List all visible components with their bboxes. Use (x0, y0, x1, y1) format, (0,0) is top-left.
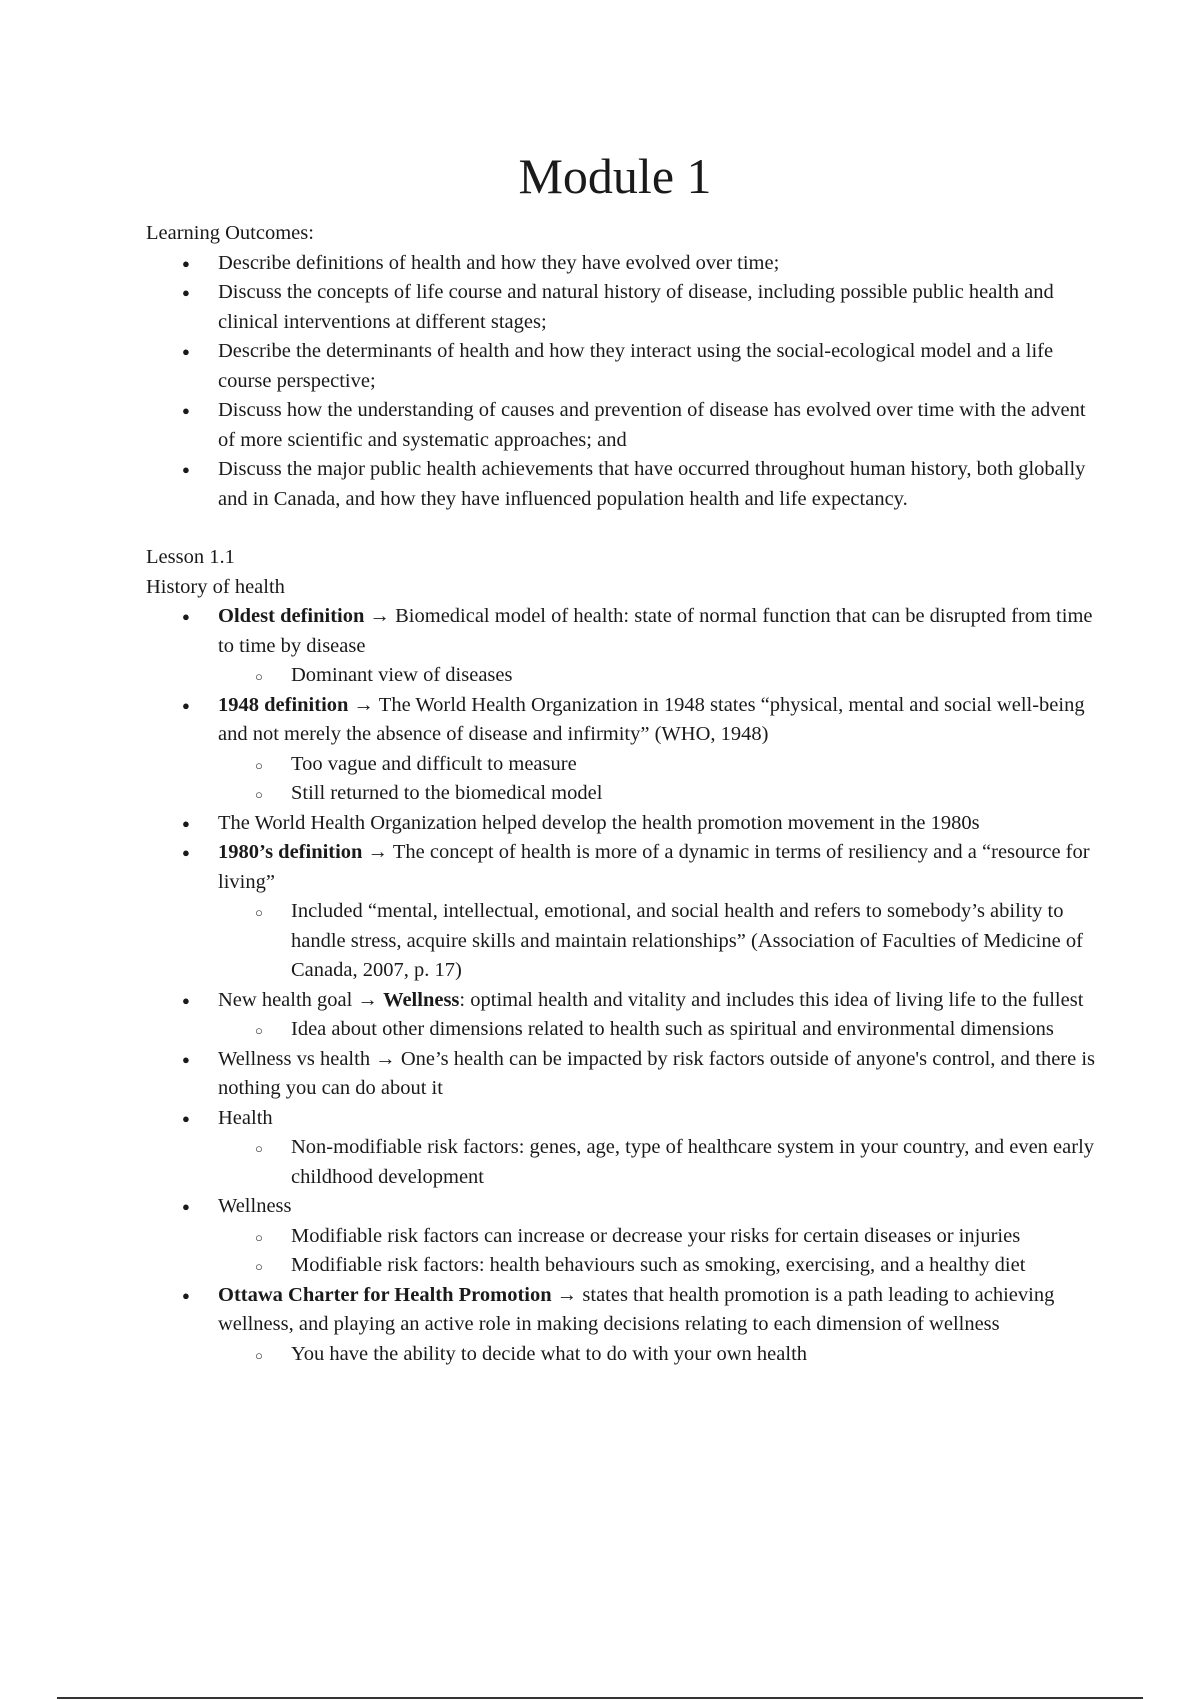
list-item (218, 809, 1096, 839)
sub-list-item (291, 661, 1096, 691)
sub-list-item-text: ○ Included “mental, intellectual, emotional, and social health and refers to somebody’s ability to handle stress, acquire skills and maintain relationships” (Association of Faculties of Medicine of Canada, 2007, p. 17) (291, 900, 1083, 981)
sub-list-item-text: ○ Non-modifiable risk factors: genes, age, type of healthcare system in your country, and even early childhood development (291, 1136, 1094, 1188)
list-item-text (218, 694, 1085, 746)
sub-list-item-text: ○ Dominant view of diseases (291, 664, 512, 686)
list-item-text (218, 989, 1083, 1011)
sub-list (218, 1015, 1096, 1045)
sub-list-item (291, 897, 1096, 986)
lesson-topic: History of health (146, 575, 285, 598)
sub-list (218, 750, 1096, 809)
list-item-text (218, 605, 1093, 657)
list-item (218, 1104, 1096, 1193)
list-item (218, 278, 1096, 337)
term-description: → states that health promotion is a path leading to achieving wellness, and playing an active role in making decisions relating to each dimension of wellness (218, 1283, 1055, 1335)
sub-list (218, 661, 1096, 691)
list-item-text (218, 841, 1090, 893)
list-item (218, 396, 1096, 455)
sub-list-item (291, 750, 1096, 780)
list-item-text (218, 1284, 1054, 1336)
sub-list (218, 1340, 1096, 1370)
term-bold: 1980’s definition (218, 841, 363, 863)
sub-list-item-text: ○ Too vague and difficult to measure (291, 753, 577, 775)
learning-outcomes-list (146, 249, 1096, 515)
sub-list-item (291, 1133, 1096, 1192)
list-item-text: ● Discuss the major public health achievements that have occurred throughout human history, both globally and in Canada, and how they have influenced population health and life expectancy. (218, 458, 1085, 510)
sub-list-item (291, 1340, 1096, 1370)
sub-list-item (291, 1222, 1096, 1252)
sub-list-item (291, 1015, 1096, 1045)
term-bold: Wellness (383, 988, 460, 1011)
term-description: → The World Health Organization in 1948 states “physical, mental and social well-being and not merely the absence of disease and infirmity” (WHO, 1948) (218, 693, 1085, 745)
sub-list-item (291, 779, 1096, 809)
list-item-text: ● The World Health Organization helped develop the health promotion movement in the 1980s (218, 812, 980, 834)
list-item (218, 691, 1096, 809)
lesson-list (146, 602, 1096, 1369)
sub-list-item-text: ○ Modifiable risk factors can increase or decrease your risks for certain diseases or injuries (291, 1225, 1020, 1247)
list-item (218, 1192, 1096, 1281)
list-item (218, 986, 1096, 1045)
list-item (218, 455, 1096, 514)
sub-list-item-text: ○ You have the ability to decide what to do with your own health (291, 1343, 807, 1365)
sub-list-item-text: ○ Modifiable risk factors: health behaviours such as smoking, exercising, and a healthy diet (291, 1254, 1025, 1276)
lesson-number: Lesson 1.1 (146, 546, 235, 568)
sub-list (218, 1222, 1096, 1281)
term-description: → The concept of health is more of a dynamic in terms of resiliency and a “resource for living” (218, 841, 1090, 893)
term-description: : optimal health and vitality and includes this idea of living life to the fullest (459, 988, 1084, 1011)
spacer (146, 514, 1096, 543)
term-bold: Ottawa Charter for Health Promotion (218, 1283, 552, 1306)
list-item-text: ● Discuss how the understanding of causes and prevention of disease has evolved over time with the advent of more scientific and systematic approaches; and (218, 399, 1086, 451)
list-item-text: ● Health (218, 1107, 273, 1129)
learning-outcomes-heading: Learning Outcomes: (146, 222, 314, 244)
term-description: → Biomedical model of health: state of normal function that can be disrupted from time to time by disease (218, 605, 1093, 657)
sub-list (218, 897, 1096, 986)
term-bold: 1948 definition (218, 693, 349, 716)
list-item (218, 249, 1096, 279)
document-body (146, 219, 1096, 1369)
list-item (218, 1045, 1096, 1104)
list-item-text: ● Wellness vs health → One’s health can be impacted by risk factors outside of anyone's control, and there is nothing you can do about it (218, 1048, 1095, 1100)
sub-list-item (291, 1251, 1096, 1281)
list-item-text: ● Describe definitions of health and how they have evolved over time; (218, 252, 779, 274)
sub-list (218, 1133, 1096, 1192)
sub-list-item-text: ○ Idea about other dimensions related to health such as spiritual and environmental dimensions (291, 1018, 1054, 1040)
list-item (218, 602, 1096, 691)
list-item-text: ● Discuss the concepts of life course and natural history of disease, including possible public health and clinical interventions at different stages; (218, 281, 1054, 333)
list-item (218, 337, 1096, 396)
footer-divider (57, 1697, 1143, 1699)
list-item-text: ● Wellness (218, 1195, 292, 1217)
sub-list-item-text: ○ Still returned to the biomedical model (291, 782, 602, 804)
term-bold: Oldest definition (218, 605, 365, 627)
list-item-text: ● Describe the determinants of health and how they interact using the social-ecological model and a life course perspective; (218, 340, 1053, 392)
page-title: Module 1 (518, 148, 712, 204)
list-item (218, 838, 1096, 986)
list-item (218, 1281, 1096, 1370)
term-prefix: New health goal → (218, 988, 384, 1011)
